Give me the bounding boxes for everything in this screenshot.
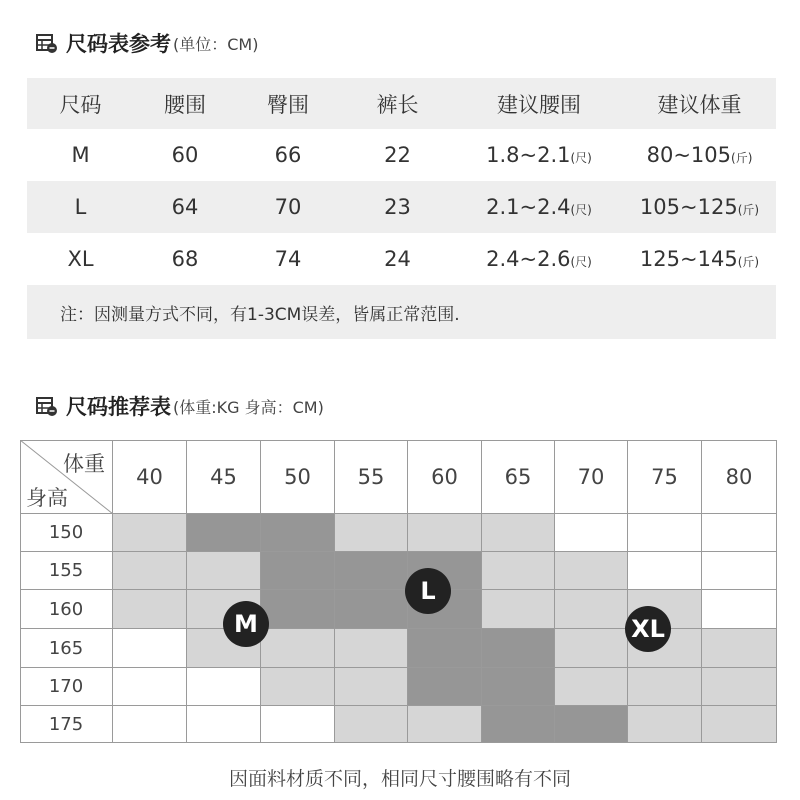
weight-header-cell: 80 <box>702 440 777 514</box>
size-fit-cell <box>555 514 628 552</box>
corner-header-cell <box>20 440 113 514</box>
recommend-chart-title: 尺码推荐表 <box>66 395 171 419</box>
size-fit-cell <box>187 706 261 743</box>
size-fit-cell <box>702 590 777 629</box>
size-fit-cell <box>261 629 335 668</box>
rec-weight-cell <box>623 195 776 219</box>
size-fit-cell <box>408 629 482 668</box>
size-fit-cell <box>482 552 555 590</box>
size-fit-cell <box>113 706 187 743</box>
rec-waist-value: 1.8~2.1 <box>486 143 571 167</box>
table-row <box>27 129 776 181</box>
waist-cell: 64 <box>171 195 199 219</box>
rec-weight-unit: (斤) <box>737 203 760 217</box>
rec-weight-value: 125~145 <box>639 247 738 271</box>
height-header-cell: 170 <box>20 668 113 706</box>
waist-cell: 60 <box>171 143 199 167</box>
size-chart-unit: (单位：CM) <box>173 34 259 54</box>
size-fit-cell <box>187 668 261 706</box>
size-fit-cell <box>702 706 777 743</box>
weight-header-cell: 50 <box>261 440 335 514</box>
size-fit-cell <box>555 590 628 629</box>
hip-cell: 66 <box>274 143 302 167</box>
size-fit-cell <box>335 706 408 743</box>
size-cell: M <box>71 143 90 167</box>
rec-weight-value: 105~125 <box>639 195 738 219</box>
height-header-cell: 150 <box>20 514 113 552</box>
table-icon <box>36 33 58 53</box>
size-badge-l: L <box>405 568 451 614</box>
height-header-cell: 155 <box>20 552 113 590</box>
height-axis-label: 身高 <box>26 486 68 510</box>
size-fit-cell <box>628 668 702 706</box>
height-header-cell: 165 <box>20 629 113 668</box>
size-fit-cell <box>482 629 555 668</box>
rec-waist-value: 2.4~2.6 <box>486 247 571 271</box>
table-row <box>27 181 776 233</box>
size-fit-cell <box>702 668 777 706</box>
weight-header-cell: 45 <box>187 440 261 514</box>
size-fit-cell <box>408 668 482 706</box>
header-rec-weight: 建议体重 <box>657 92 742 117</box>
rec-waist-unit: (尺) <box>570 203 592 217</box>
length-cell: 24 <box>384 247 411 271</box>
size-fit-cell <box>113 514 187 552</box>
hip-cell: 74 <box>274 247 302 271</box>
weight-header-cell: 75 <box>628 440 702 514</box>
rec-waist-value: 2.1~2.4 <box>486 195 571 219</box>
rec-weight-unit: (斤) <box>731 151 753 165</box>
size-fit-cell <box>555 629 628 668</box>
rec-waist-unit: (尺) <box>570 151 592 165</box>
rec-weight-cell <box>623 247 776 271</box>
size-fit-cell <box>482 706 555 743</box>
size-cell: L <box>74 195 87 219</box>
height-header-cell: 175 <box>20 706 113 743</box>
rec-waist-cell <box>455 247 623 271</box>
rec-waist-cell <box>455 143 623 167</box>
size-fit-cell <box>555 668 628 706</box>
recommend-chart-heading <box>36 391 324 421</box>
size-chart-title: 尺码表参考 <box>66 32 171 56</box>
size-fit-cell <box>628 514 702 552</box>
size-fit-cell <box>113 590 187 629</box>
weight-header-cell: 65 <box>482 440 555 514</box>
size-fit-cell <box>482 590 555 629</box>
size-fit-cell <box>187 514 261 552</box>
length-cell: 22 <box>384 143 411 167</box>
table-icon <box>36 396 58 416</box>
weight-header-cell: 60 <box>408 440 482 514</box>
size-badge-xl: XL <box>625 606 671 652</box>
size-fit-cell <box>408 514 482 552</box>
table-row <box>27 233 776 285</box>
weight-header-cell: 40 <box>113 440 187 514</box>
size-table <box>27 78 776 339</box>
header-waist: 腰围 <box>164 92 206 117</box>
header-size: 尺码 <box>59 92 102 117</box>
size-chart-heading <box>36 28 258 58</box>
size-fit-cell <box>702 629 777 668</box>
size-fit-cell <box>261 706 335 743</box>
size-cell: XL <box>67 247 94 271</box>
size-fit-cell <box>335 552 408 590</box>
size-fit-cell <box>261 590 335 629</box>
rec-weight-unit: (斤) <box>737 255 760 269</box>
size-fit-cell <box>261 514 335 552</box>
size-fit-cell <box>555 706 628 743</box>
size-fit-cell <box>482 668 555 706</box>
size-fit-cell <box>702 514 777 552</box>
waist-cell: 68 <box>171 247 199 271</box>
size-table-header <box>27 78 776 129</box>
rec-waist-unit: (尺) <box>570 255 592 269</box>
size-fit-cell <box>628 706 702 743</box>
header-length: 裤长 <box>376 92 419 117</box>
rec-weight-cell <box>623 143 776 167</box>
size-fit-cell <box>113 629 187 668</box>
hip-cell: 70 <box>274 195 302 219</box>
size-fit-cell <box>113 668 187 706</box>
size-fit-cell <box>335 590 408 629</box>
size-fit-cell <box>555 552 628 590</box>
size-fit-cell <box>335 514 408 552</box>
weight-axis-label: 体重 <box>63 452 105 476</box>
header-rec-waist: 建议腰围 <box>497 92 581 117</box>
size-fit-cell <box>628 552 702 590</box>
size-fit-cell <box>702 552 777 590</box>
size-fit-cell <box>408 706 482 743</box>
footer-note: 因面料材质不同，相同尺寸腰围略有不同 <box>228 768 571 790</box>
rec-weight-value: 80~105 <box>646 143 732 167</box>
size-fit-cell <box>482 514 555 552</box>
size-fit-cell <box>335 668 408 706</box>
height-header-cell: 160 <box>20 590 113 629</box>
weight-header-cell: 55 <box>335 440 408 514</box>
measurement-note: 注：因测量方式不同，有1-3CM误差，皆属正常范围. <box>27 285 776 339</box>
size-badge-m: M <box>223 601 269 647</box>
weight-header-cell: 70 <box>555 440 628 514</box>
size-fit-cell <box>335 629 408 668</box>
size-fit-cell <box>187 552 261 590</box>
rec-waist-cell <box>455 195 623 219</box>
size-fit-cell <box>261 552 335 590</box>
header-hip: 臀围 <box>267 92 309 117</box>
size-fit-cell <box>261 668 335 706</box>
length-cell: 23 <box>384 195 411 219</box>
size-fit-cell <box>113 552 187 590</box>
recommend-chart-unit: (体重:KG 身高：CM) <box>173 397 324 417</box>
